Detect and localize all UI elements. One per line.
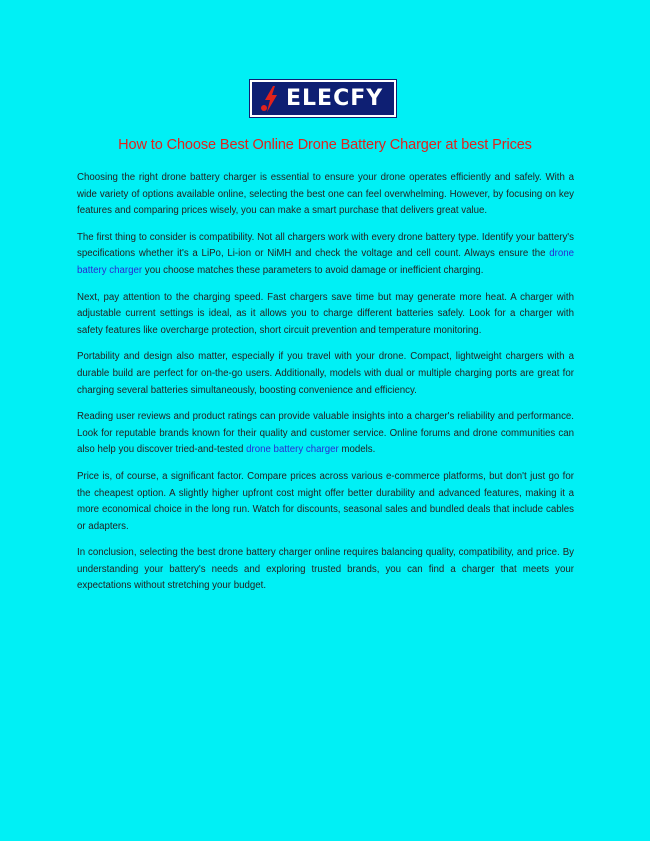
paragraph-7 [77, 545, 574, 595]
drone-battery-charger-link[interactable]: drone battery charger [77, 248, 574, 276]
plug-icon [256, 82, 284, 115]
paragraph-1 [77, 170, 574, 220]
brand-logo [250, 80, 396, 117]
drone-battery-charger-link[interactable]: drone battery charger [246, 444, 339, 456]
paragraph-text: you choose matches these parameters to avoid damage or inefficient charging. [142, 264, 484, 276]
brand-name: ELECFY [286, 85, 384, 111]
paragraph-6 [77, 469, 574, 535]
paragraph-3 [77, 290, 574, 340]
paragraph-2 [77, 230, 574, 280]
paragraph-text: Reading user reviews and product ratings can provide valuable insights into a charger's reliability and performance. Look for reputable brands known for their quality and customer service. Online forums and drone communities can also help you discover tried-and-tested [77, 411, 574, 456]
paragraph-text: In conclusion, selecting the best drone battery charger online requires balancing quality, compatibility, and price. By understanding your battery's needs and exploring trusted brands, you can find a charger that meets your expectations without stretching your budget. [77, 547, 574, 592]
paragraph-text: Price is, of course, a significant factor. Compare prices across various e-commerce platforms, but don't just go for the cheapest option. A slightly higher upfront cost might offer better durability and advanced features, making it a more economical choice in the long run. Watch for discounts, seasonal sales and bundled deals that include cables or adapters. [77, 470, 574, 532]
paragraph-text: The first thing to consider is compatibility. Not all chargers work with every drone battery type. Identify your battery's specifications whether it's a LiPo, Li-ion or NiMH and check the voltage and cell count. Always ensure the [77, 231, 574, 260]
page-title: How to Choose Best Online Drone Battery Charger at best Prices [118, 137, 532, 153]
paragraph-4 [77, 349, 574, 399]
paragraph-text: Portability and design also matter, especially if you travel with your drone. Compact, lightweight chargers with a durable build are perfect for on-the-go users. Additionally, models with dual or multiple charging ports are great for charging several batteries simultaneously, boosting convenience and efficiency. [77, 351, 574, 396]
paragraph-text: models. [338, 444, 376, 456]
paragraph-text: Next, pay attention to the charging speed. Fast chargers save time but may generate more heat. A charger with adjustable current settings is ideal, as it allows you to charge different batteries safely. Look for a charger with safety features like overcharge protection, short circuit prevention and temperature monitoring. [77, 291, 574, 336]
article-body [77, 170, 574, 605]
paragraph-5 [77, 409, 574, 459]
paragraph-text: Choosing the right drone battery charger is essential to ensure your drone operates efficiently and safely. With a wide variety of options available online, selecting the best one can feel overwhelming. However, by focusing on key features and comparing prices wisely, you can make a smart purchase that delivers great value. [77, 172, 574, 217]
